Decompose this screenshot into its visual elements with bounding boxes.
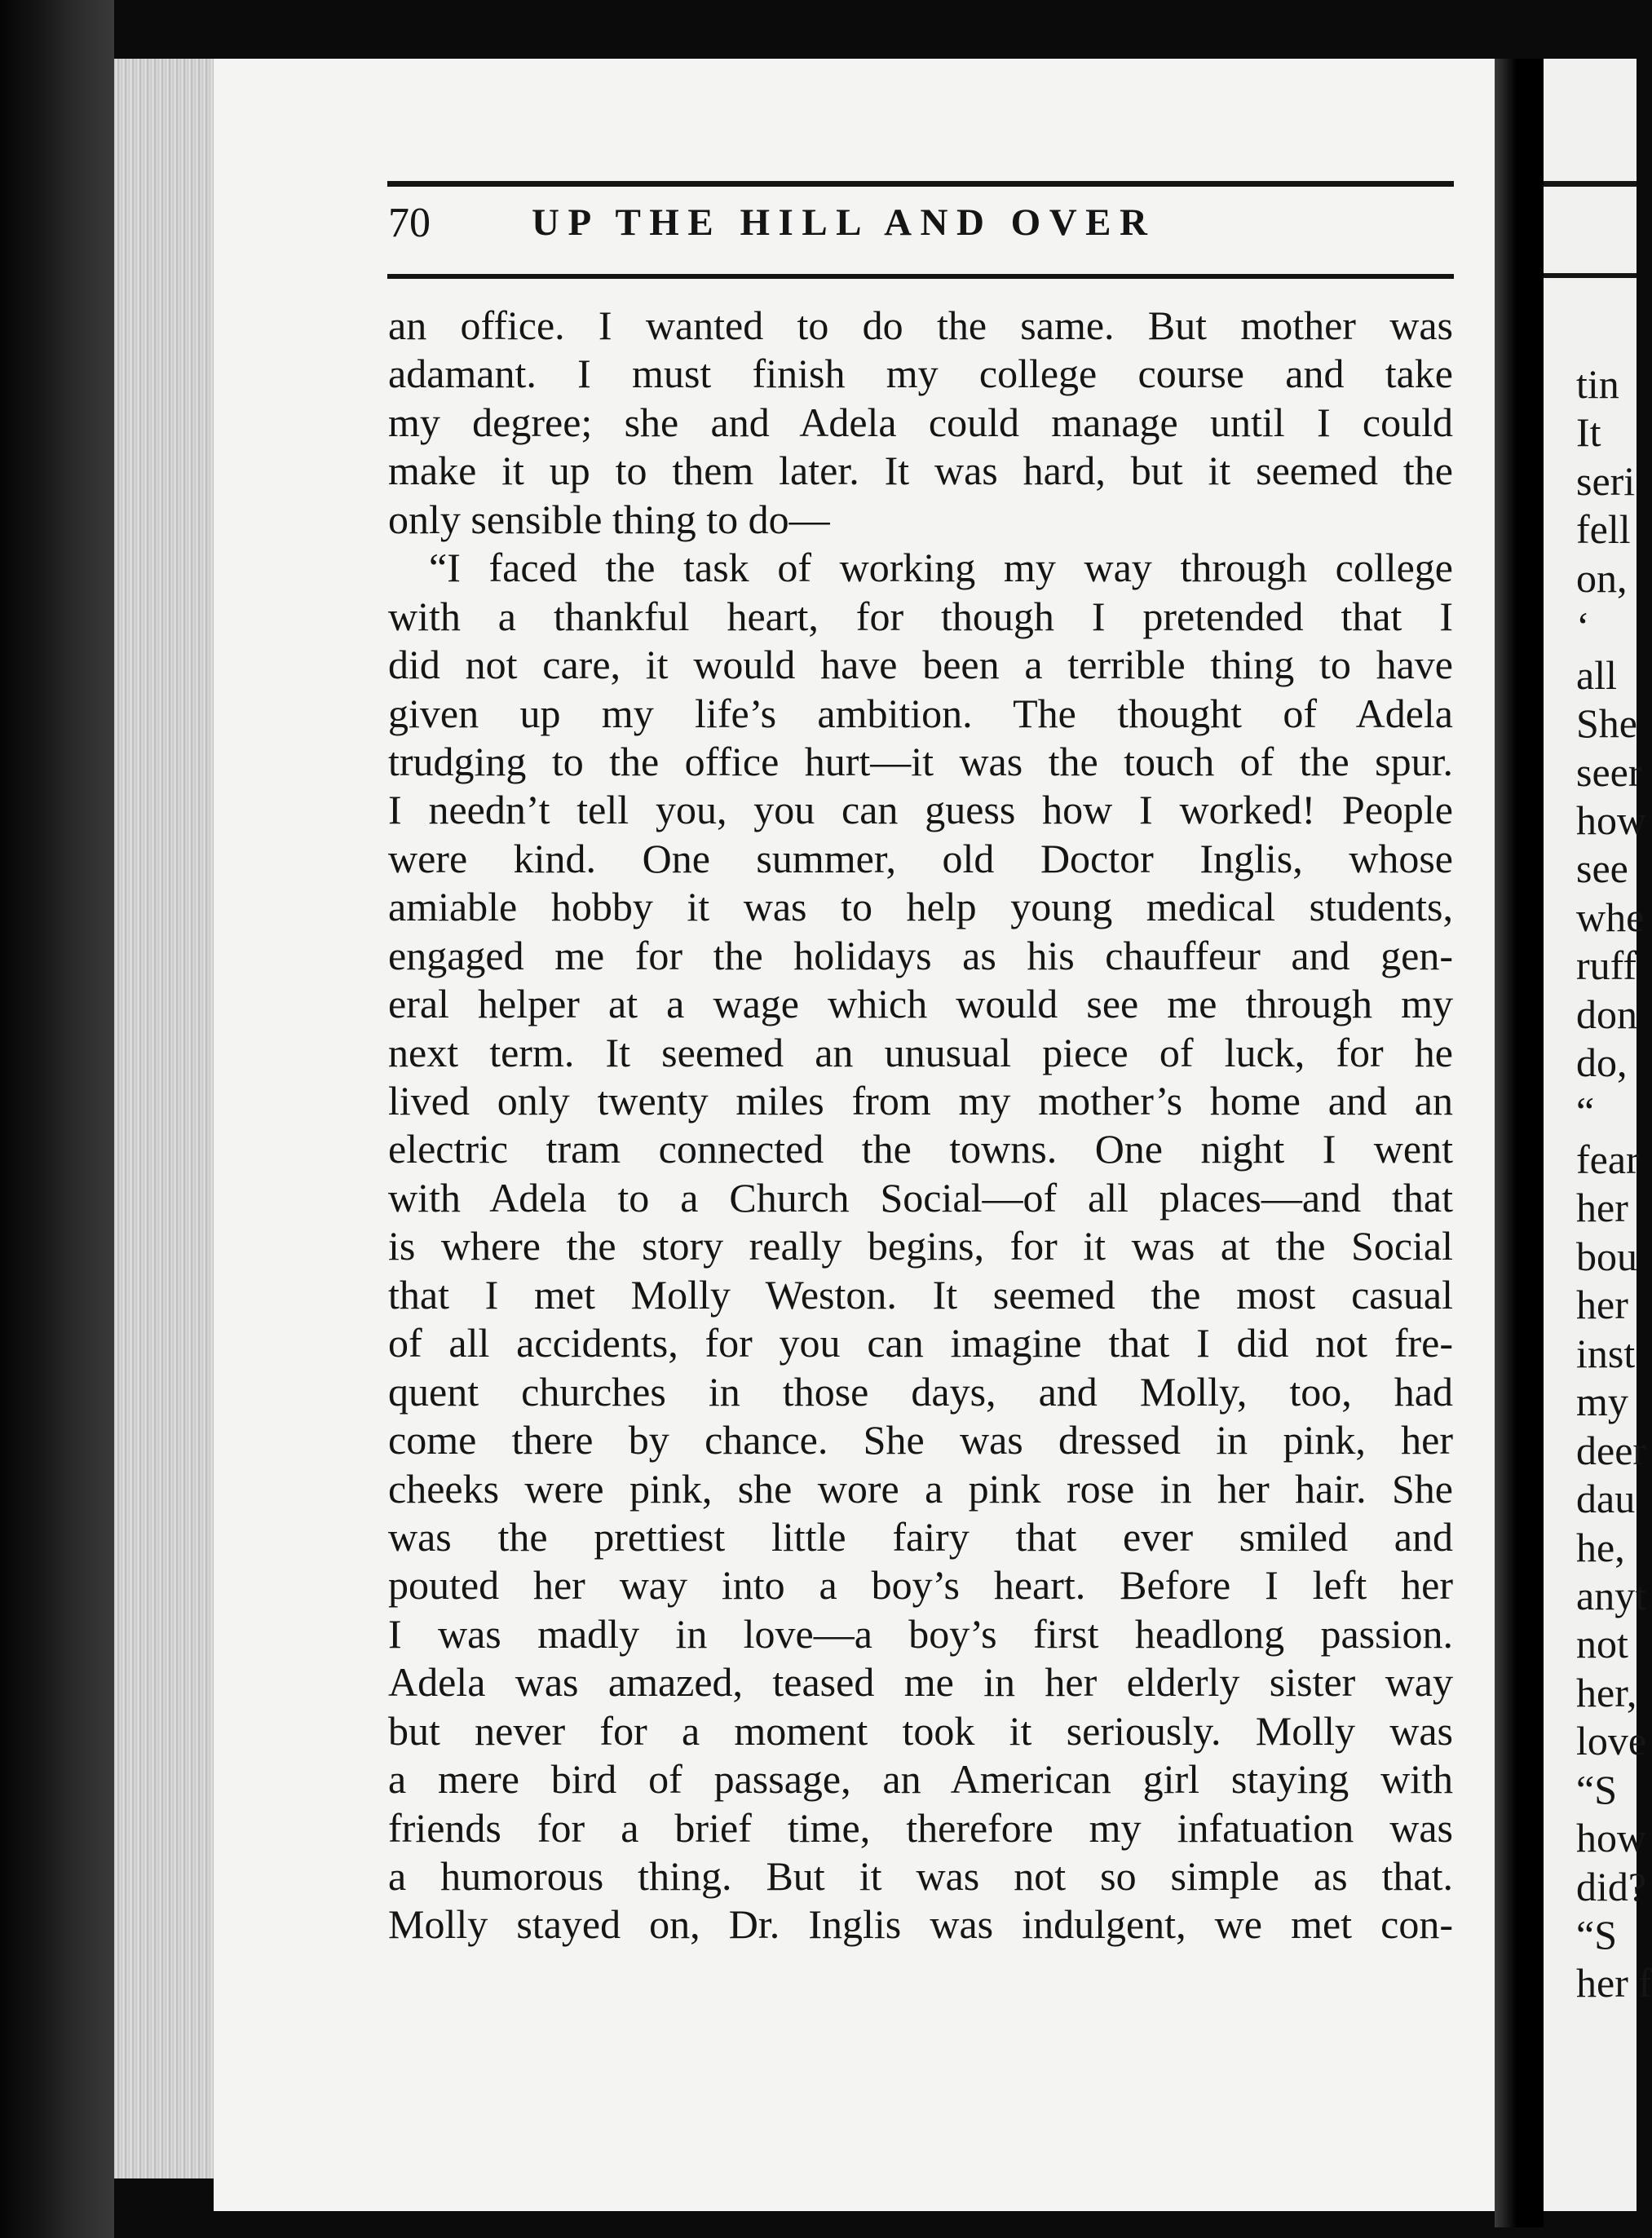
facing-text-line: “ (1576, 1088, 1595, 1134)
facing-text-line: do, (1576, 1040, 1628, 1086)
facing-text-line: bou (1576, 1233, 1637, 1279)
text-line: that I met Molly Weston. It seemed the most casual (388, 1271, 1453, 1318)
text-line: only sensible thing to do— (388, 496, 830, 542)
page-edges (114, 59, 224, 2178)
facing-text-line: not (1576, 1621, 1628, 1667)
text-line: cheeks were pink, she wore a pink rose in her hair. She (388, 1465, 1453, 1512)
facing-header-rule-bottom (1544, 273, 1637, 278)
header-rule-bottom (387, 274, 1454, 279)
facing-text-line: all (1576, 651, 1617, 698)
text-line: adamant. I must finish my college course and take (388, 351, 1453, 397)
text-line: with Adela to a Church Social—of all places—and that (388, 1174, 1453, 1221)
facing-page (1544, 59, 1652, 2211)
text-line: I was madly in love—a boy’s first headlong passion. (388, 1610, 1453, 1657)
facing-text-line: on, (1576, 554, 1628, 601)
facing-text-line: seer (1576, 748, 1642, 795)
text-line: trudging to the office hurt—it was the touch of the spur. (388, 738, 1453, 784)
facing-text-line: ‘ (1576, 603, 1590, 650)
facing-text-line: see (1576, 845, 1628, 892)
facing-text-line: tin (1576, 361, 1619, 407)
facing-text-line: how (1576, 797, 1647, 843)
text-line: Adela was amazed, teased me in her elderly sister way (388, 1659, 1453, 1706)
text-line: eral helper at a wage which would see me through my (388, 981, 1453, 1027)
text-line: my degree; she and Adela could manage until I could (388, 399, 1453, 445)
facing-text-line: don (1576, 991, 1637, 1037)
text-line: of all accidents, for you can imagine that I did not fre- (388, 1320, 1453, 1366)
facing-text-line: my (1576, 1379, 1628, 1425)
header-rule-top (387, 181, 1454, 187)
facing-text-line: her, (1576, 1669, 1637, 1715)
text-line: but never for a moment took it seriously. Molly was (388, 1707, 1453, 1754)
facing-page-text (1576, 360, 1652, 2008)
facing-text-line: fear (1576, 1137, 1640, 1182)
facing-text-line: ruff (1576, 942, 1637, 989)
facing-text-line: inst (1576, 1330, 1636, 1376)
text-line: with a thankful heart, for though I pretended that I (388, 593, 1453, 639)
facing-text-line: did? (1576, 1863, 1647, 1909)
facing-text-line: anyt (1576, 1572, 1647, 1618)
text-line: come there by chance. She was dressed in pink, her (388, 1417, 1453, 1463)
text-line: make it up to them later. It was hard, but it seemed the (388, 448, 1453, 494)
book-gutter (1495, 59, 1544, 2227)
text-line: electric tram connected the towns. One night I went (388, 1126, 1453, 1172)
facing-text-line: whe (1576, 894, 1645, 940)
text-line: quent churches in those days, and Molly, too, had (388, 1368, 1453, 1415)
text-line: is where the story really begins, for it was at the Social (388, 1223, 1453, 1269)
facing-text-line: dau (1576, 1476, 1636, 1522)
text-line: were kind. One summer, old Doctor Inglis, whose (388, 835, 1453, 881)
text-line: a humorous thing. But it was not so simple as that. (388, 1853, 1453, 1899)
text-line: “I faced the task of working my way through college (429, 545, 1453, 591)
text-line: engaged me for the holidays as his chauffeur and gen- (388, 932, 1453, 978)
text-line: given up my life’s ambition. The thought of Adela (388, 690, 1453, 736)
text-line: an office. I wanted to do the same. But mother was (388, 302, 1453, 348)
facing-text-line: “S (1576, 1912, 1617, 1958)
facing-text-line: he, (1576, 1524, 1625, 1570)
facing-text-line: fell (1576, 506, 1631, 553)
book-edge-shadow (0, 0, 114, 2238)
facing-text-line: deer (1576, 1427, 1647, 1473)
facing-header-rule-top (1544, 181, 1637, 187)
facing-text-line: her (1576, 1282, 1628, 1328)
facing-text-line: “S (1576, 1766, 1617, 1812)
text-line: I needn’t tell you, you can guess how I worked! People (388, 787, 1453, 833)
text-line: was the prettiest little fairy that ever smiled and (388, 1513, 1453, 1560)
text-line: amiable hobby it was to help young medical students, (388, 884, 1453, 930)
facing-text-line: her f (1576, 1960, 1652, 2006)
text-line: Molly stayed on, Dr. Inglis was indulgent, we met con- (388, 1901, 1453, 1948)
facing-text-line: love (1576, 1718, 1647, 1764)
text-line: friends for a brief time, therefore my infatuation was (388, 1804, 1453, 1851)
text-line: did not care, it would have been a terrible thing to have (388, 642, 1453, 688)
text-line: a mere bird of passage, an American girl staying with (388, 1756, 1453, 1803)
facing-text-line: She (1576, 700, 1637, 747)
text-line: pouted her way into a boy’s heart. Before I left her (388, 1562, 1453, 1609)
text-line: lived only twenty miles from my mother’s home and an (388, 1078, 1453, 1123)
facing-text-line: how (1576, 1815, 1647, 1861)
facing-text-line: It (1576, 409, 1601, 456)
facing-text-line: her (1576, 1185, 1628, 1231)
page-number: 70 (388, 200, 431, 246)
running-head: UP THE HILL AND OVER (532, 201, 1156, 244)
facing-text-line: seri (1576, 457, 1636, 504)
body-text (388, 302, 1453, 1949)
text-line: next term. It seemed an unusual piece of luck, for he (388, 1029, 1453, 1075)
